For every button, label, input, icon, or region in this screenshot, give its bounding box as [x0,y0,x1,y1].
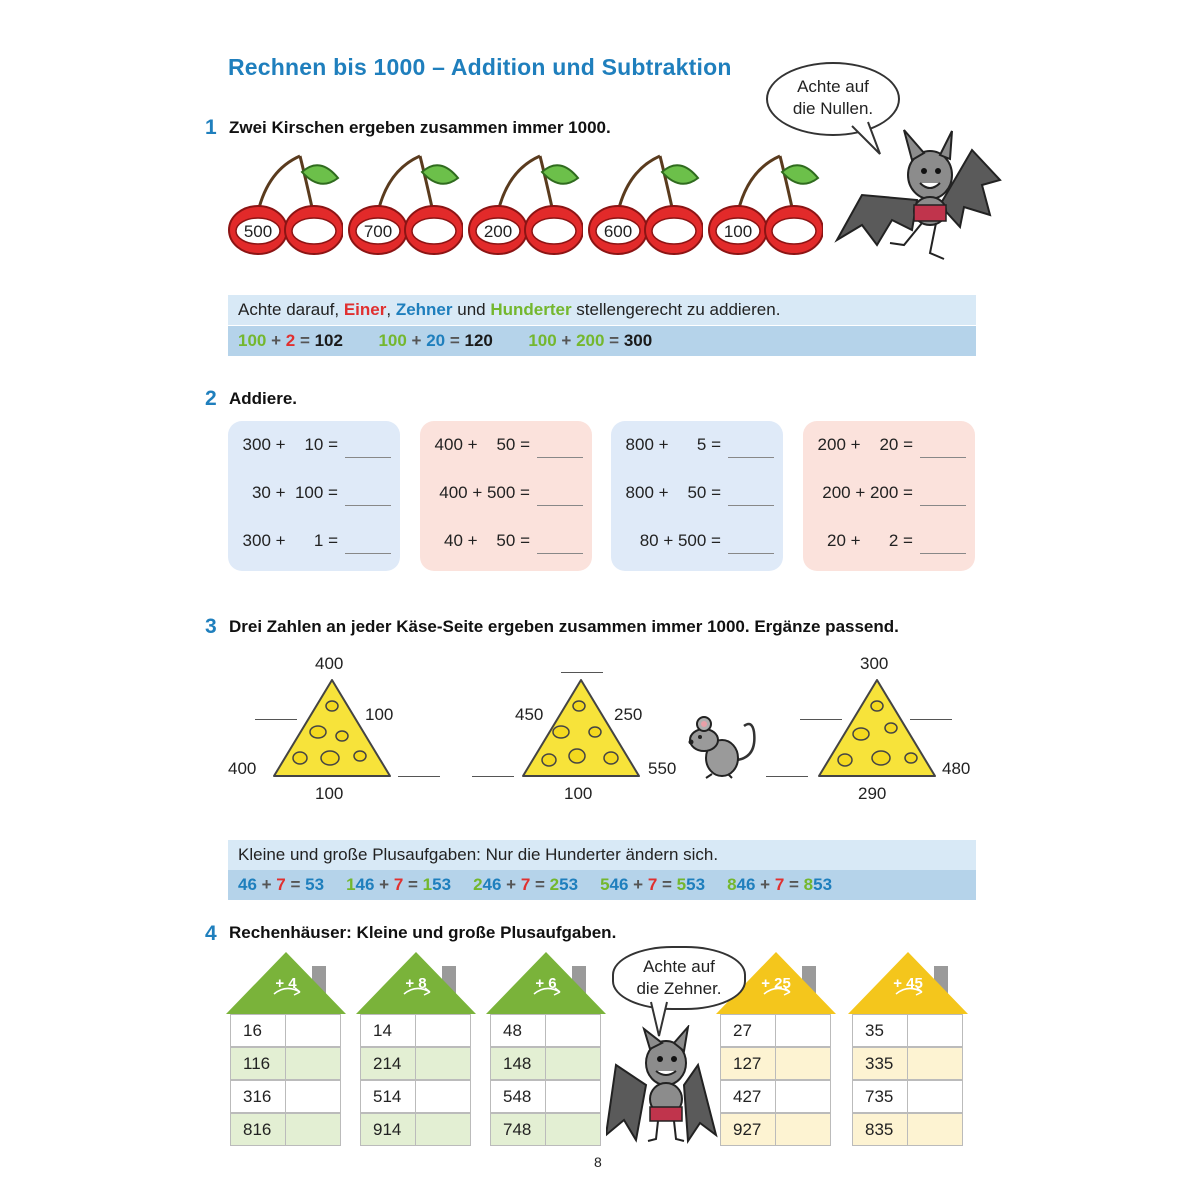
house-roof [354,950,478,1016]
cherry-value: 500 [243,222,273,241]
summand: 100 [378,331,407,350]
summand: 100 [238,331,267,350]
cherry-pair [348,150,463,255]
cheese-1-right: 100 [365,705,394,724]
cheese-triangle-3 [815,676,940,780]
info-box-1-examples [228,326,976,356]
task-1-number: 1 [205,116,217,139]
summand: 2 [285,331,296,350]
hunderter-label: Hunderter [490,300,572,319]
house-operation: + 6 [535,975,557,992]
task-3-text: Drei Zahlen an jeder Käse-Seite ergeben zusammen immer 1000. Ergänze passend. [229,617,899,636]
cherry-pair [468,150,583,255]
zehner-label: Zehner [395,300,453,319]
example-part: + [755,875,775,894]
answer-blank[interactable] [561,672,603,673]
example-part: 46 [238,875,257,894]
house-value: 14 [360,1014,416,1047]
cheese-2-right: 250 [614,705,643,724]
info-text: Achte darauf, [238,300,344,319]
addition-row [611,531,783,555]
answer-blank[interactable] [910,719,952,720]
example-part: = [657,875,677,894]
example-part: 8 [727,875,737,894]
example-part: 7 [774,875,785,894]
house-operation: + 4 [275,975,297,992]
example-part: + [628,875,648,894]
house-value: 748 [490,1113,546,1146]
house-answer-cell[interactable] [285,1047,341,1080]
example-part: 46 [482,875,502,894]
house-roof [224,950,348,1016]
addition-expression: 80 + 500 = [639,531,721,550]
example-part: = [403,875,423,894]
house-value: 16 [230,1014,286,1047]
example-2: 100 + 20 = 120 [378,331,493,350]
house-value: 27 [720,1014,776,1047]
addition-box [420,421,592,571]
house-value: 316 [230,1080,286,1113]
example-1: 100 + 2 = 102 [238,331,343,350]
task-4-number: 4 [205,922,217,945]
example-part: 5 [676,875,687,894]
cheese-1-top: 400 [315,654,344,673]
einer-label: Einer [343,300,387,319]
addition-row [611,483,783,507]
answer-line[interactable] [728,457,774,458]
plus-example [346,875,451,894]
example-part: 53 [305,875,325,894]
house-value: 835 [852,1113,908,1146]
cheese-1-bottom: 100 [315,784,344,803]
house-value: 116 [230,1047,286,1080]
addition-expression: 800 + 5 = [625,435,721,454]
example-part: 7 [393,875,404,894]
house-roof [846,950,970,1016]
cherry-pair [588,150,703,255]
answer-blank[interactable] [766,776,808,777]
cheese-triangle-2 [519,676,644,780]
house-value: 514 [360,1080,416,1113]
example-part: 46 [609,875,629,894]
addition-expression: 200 + 20 = [817,435,913,454]
cherry-pair [228,150,343,255]
house-answer-cell[interactable] [545,1014,601,1047]
answer-line[interactable] [920,457,966,458]
info-box-2-text: Kleine und große Plusaufgaben: Nur die Hunderter ändern sich. [228,840,976,870]
house-answer-cell[interactable] [415,1014,471,1047]
house-answer-cell[interactable] [285,1014,341,1047]
cherry-value: 600 [603,222,633,241]
info-box-1-text [228,295,976,325]
example-part: = [530,875,550,894]
answer-line[interactable] [920,505,966,506]
answer-blank[interactable] [800,719,842,720]
summand: 100 [528,331,557,350]
plus-example [473,875,578,894]
house-value: 214 [360,1047,416,1080]
house-answer-cell[interactable] [415,1080,471,1113]
answer-line[interactable] [537,457,583,458]
addition-expression: 400 + 50 = [434,435,530,454]
example-part: 7 [520,875,531,894]
info-box-2-examples [228,870,976,900]
answer-blank[interactable] [398,776,440,777]
house-answer-cell[interactable] [775,1047,831,1080]
addition-expression: 300 + 1 = [242,531,338,550]
addition-row [420,435,592,459]
bubble-line-1: Achte auf [643,957,715,976]
task-1-text: Zwei Kirschen ergeben zusammen immer 1000. [229,118,611,137]
bubble-line-2: die Zehner. [636,979,722,998]
example-part: 8 [803,875,814,894]
house-answer-cell[interactable] [415,1047,471,1080]
result: 120 [464,331,493,350]
example-3: 100 + 200 = 300 [528,331,653,350]
plus-example [238,875,324,894]
example-part: 2 [473,875,483,894]
example-part: 5 [600,875,610,894]
house-answer-cell[interactable] [907,1113,963,1146]
house-answer-cell[interactable] [415,1113,471,1146]
house-value: 914 [360,1113,416,1146]
addition-row [611,435,783,459]
cherry-value: 100 [723,222,753,241]
addition-box [228,421,400,571]
task-2-number: 2 [205,387,217,410]
answer-blank[interactable] [472,776,514,777]
house-answer-cell[interactable] [775,1113,831,1146]
answer-line[interactable] [345,457,391,458]
addition-row [228,483,400,507]
cheese-3-bottom: 290 [858,784,887,803]
answer-blank[interactable] [255,719,297,720]
addition-expression: 400 + 500 = [439,483,530,502]
answer-line[interactable] [728,553,774,554]
mouse-illustration [682,712,762,782]
example-part: 53 [813,875,833,894]
example-part: 53 [432,875,452,894]
bat-illustration [832,125,1007,265]
example-part: = [784,875,804,894]
bubble-line-2: die Nullen. [792,99,874,118]
answer-line[interactable] [345,505,391,506]
house-answer-cell[interactable] [907,1014,963,1047]
example-part: 7 [647,875,658,894]
addition-row [420,483,592,507]
house-answer-cell[interactable] [545,1080,601,1113]
cherry-pair [708,150,823,255]
house-answer-cell[interactable] [545,1113,601,1146]
house-answer-cell[interactable] [775,1014,831,1047]
addition-box [803,421,975,571]
house-value: 127 [720,1047,776,1080]
example-part: = [285,875,306,894]
addition-expression: 20 + 2 = [826,531,913,550]
addition-row [803,483,975,507]
example-part: + [374,875,394,894]
cherry-value: 200 [483,222,513,241]
house-value: 35 [852,1014,908,1047]
house-value: 735 [852,1080,908,1113]
page-title: Rechnen bis 1000 – Addition und Subtraktion [228,54,732,80]
house-operation: + 45 [893,975,923,992]
example-part: + [501,875,521,894]
task-2-text: Addiere. [229,389,298,408]
cheese-triangle-1 [270,676,395,780]
addition-row [228,435,400,459]
house-answer-cell[interactable] [775,1080,831,1113]
house-value: 427 [720,1080,776,1113]
addition-expression: 800 + 50 = [625,483,721,502]
house-roof [484,950,608,1016]
example-part: 1 [422,875,433,894]
example-part: 53 [686,875,706,894]
addition-row [803,435,975,459]
result: 102 [314,331,343,350]
info-text: stellengerecht zu addieren. [571,300,781,319]
example-part: 2 [549,875,560,894]
house-operation: + 25 [761,975,791,992]
task-4-text: Rechenhäuser: Kleine und große Plusaufgaben. [229,923,617,942]
info-text: und [452,300,491,319]
summand: 20 [426,331,446,350]
cheese-2-bottom: 100 [564,784,593,803]
speech-bubble-bottom [612,946,746,1010]
house-operation: + 8 [405,975,427,992]
example-part: + [256,875,277,894]
example-part: 7 [276,875,286,894]
addition-row [803,531,975,555]
info-text: , [386,300,396,319]
example-part: 46 [355,875,375,894]
house-value: 335 [852,1047,908,1080]
house-value: 148 [490,1047,546,1080]
house-answer-cell[interactable] [907,1047,963,1080]
house-value: 548 [490,1080,546,1113]
addition-expression: 30 + 100 = [251,483,338,502]
summand: 200 [576,331,605,350]
answer-line[interactable] [345,553,391,554]
house-answer-cell[interactable] [285,1113,341,1146]
cheese-3-right: 480 [942,759,971,778]
addition-expression: 40 + 50 = [443,531,530,550]
cheese-2-left: 450 [515,705,544,724]
example-part: 53 [559,875,579,894]
addition-box [611,421,783,571]
bat-illustration-small [606,1025,726,1145]
house-value: 927 [720,1113,776,1146]
addition-expression: 200 + 200 = [822,483,913,502]
task-3-number: 3 [205,615,217,638]
answer-line[interactable] [537,553,583,554]
answer-line[interactable] [537,505,583,506]
house-answer-cell[interactable] [907,1080,963,1113]
cheese-3-top: 300 [860,654,889,673]
cherry-value: 700 [363,222,393,241]
addition-row [228,531,400,555]
addition-row [420,531,592,555]
plus-example [600,875,705,894]
house-value: 816 [230,1113,286,1146]
plus-example [727,875,832,894]
house-answer-cell[interactable] [285,1080,341,1113]
house-value: 48 [490,1014,546,1047]
result: 300 [623,331,653,350]
addition-expression: 300 + 10 = [242,435,338,454]
cheese-2-rightbottom: 550 [648,759,677,778]
house-answer-cell[interactable] [545,1047,601,1080]
cheese-1-left: 400 [228,759,257,778]
answer-line[interactable] [920,553,966,554]
bubble-line-1: Achte auf [797,77,869,96]
answer-line[interactable] [728,505,774,506]
page-number: 8 [594,1154,602,1170]
example-part: 46 [736,875,756,894]
example-part: 1 [346,875,356,894]
